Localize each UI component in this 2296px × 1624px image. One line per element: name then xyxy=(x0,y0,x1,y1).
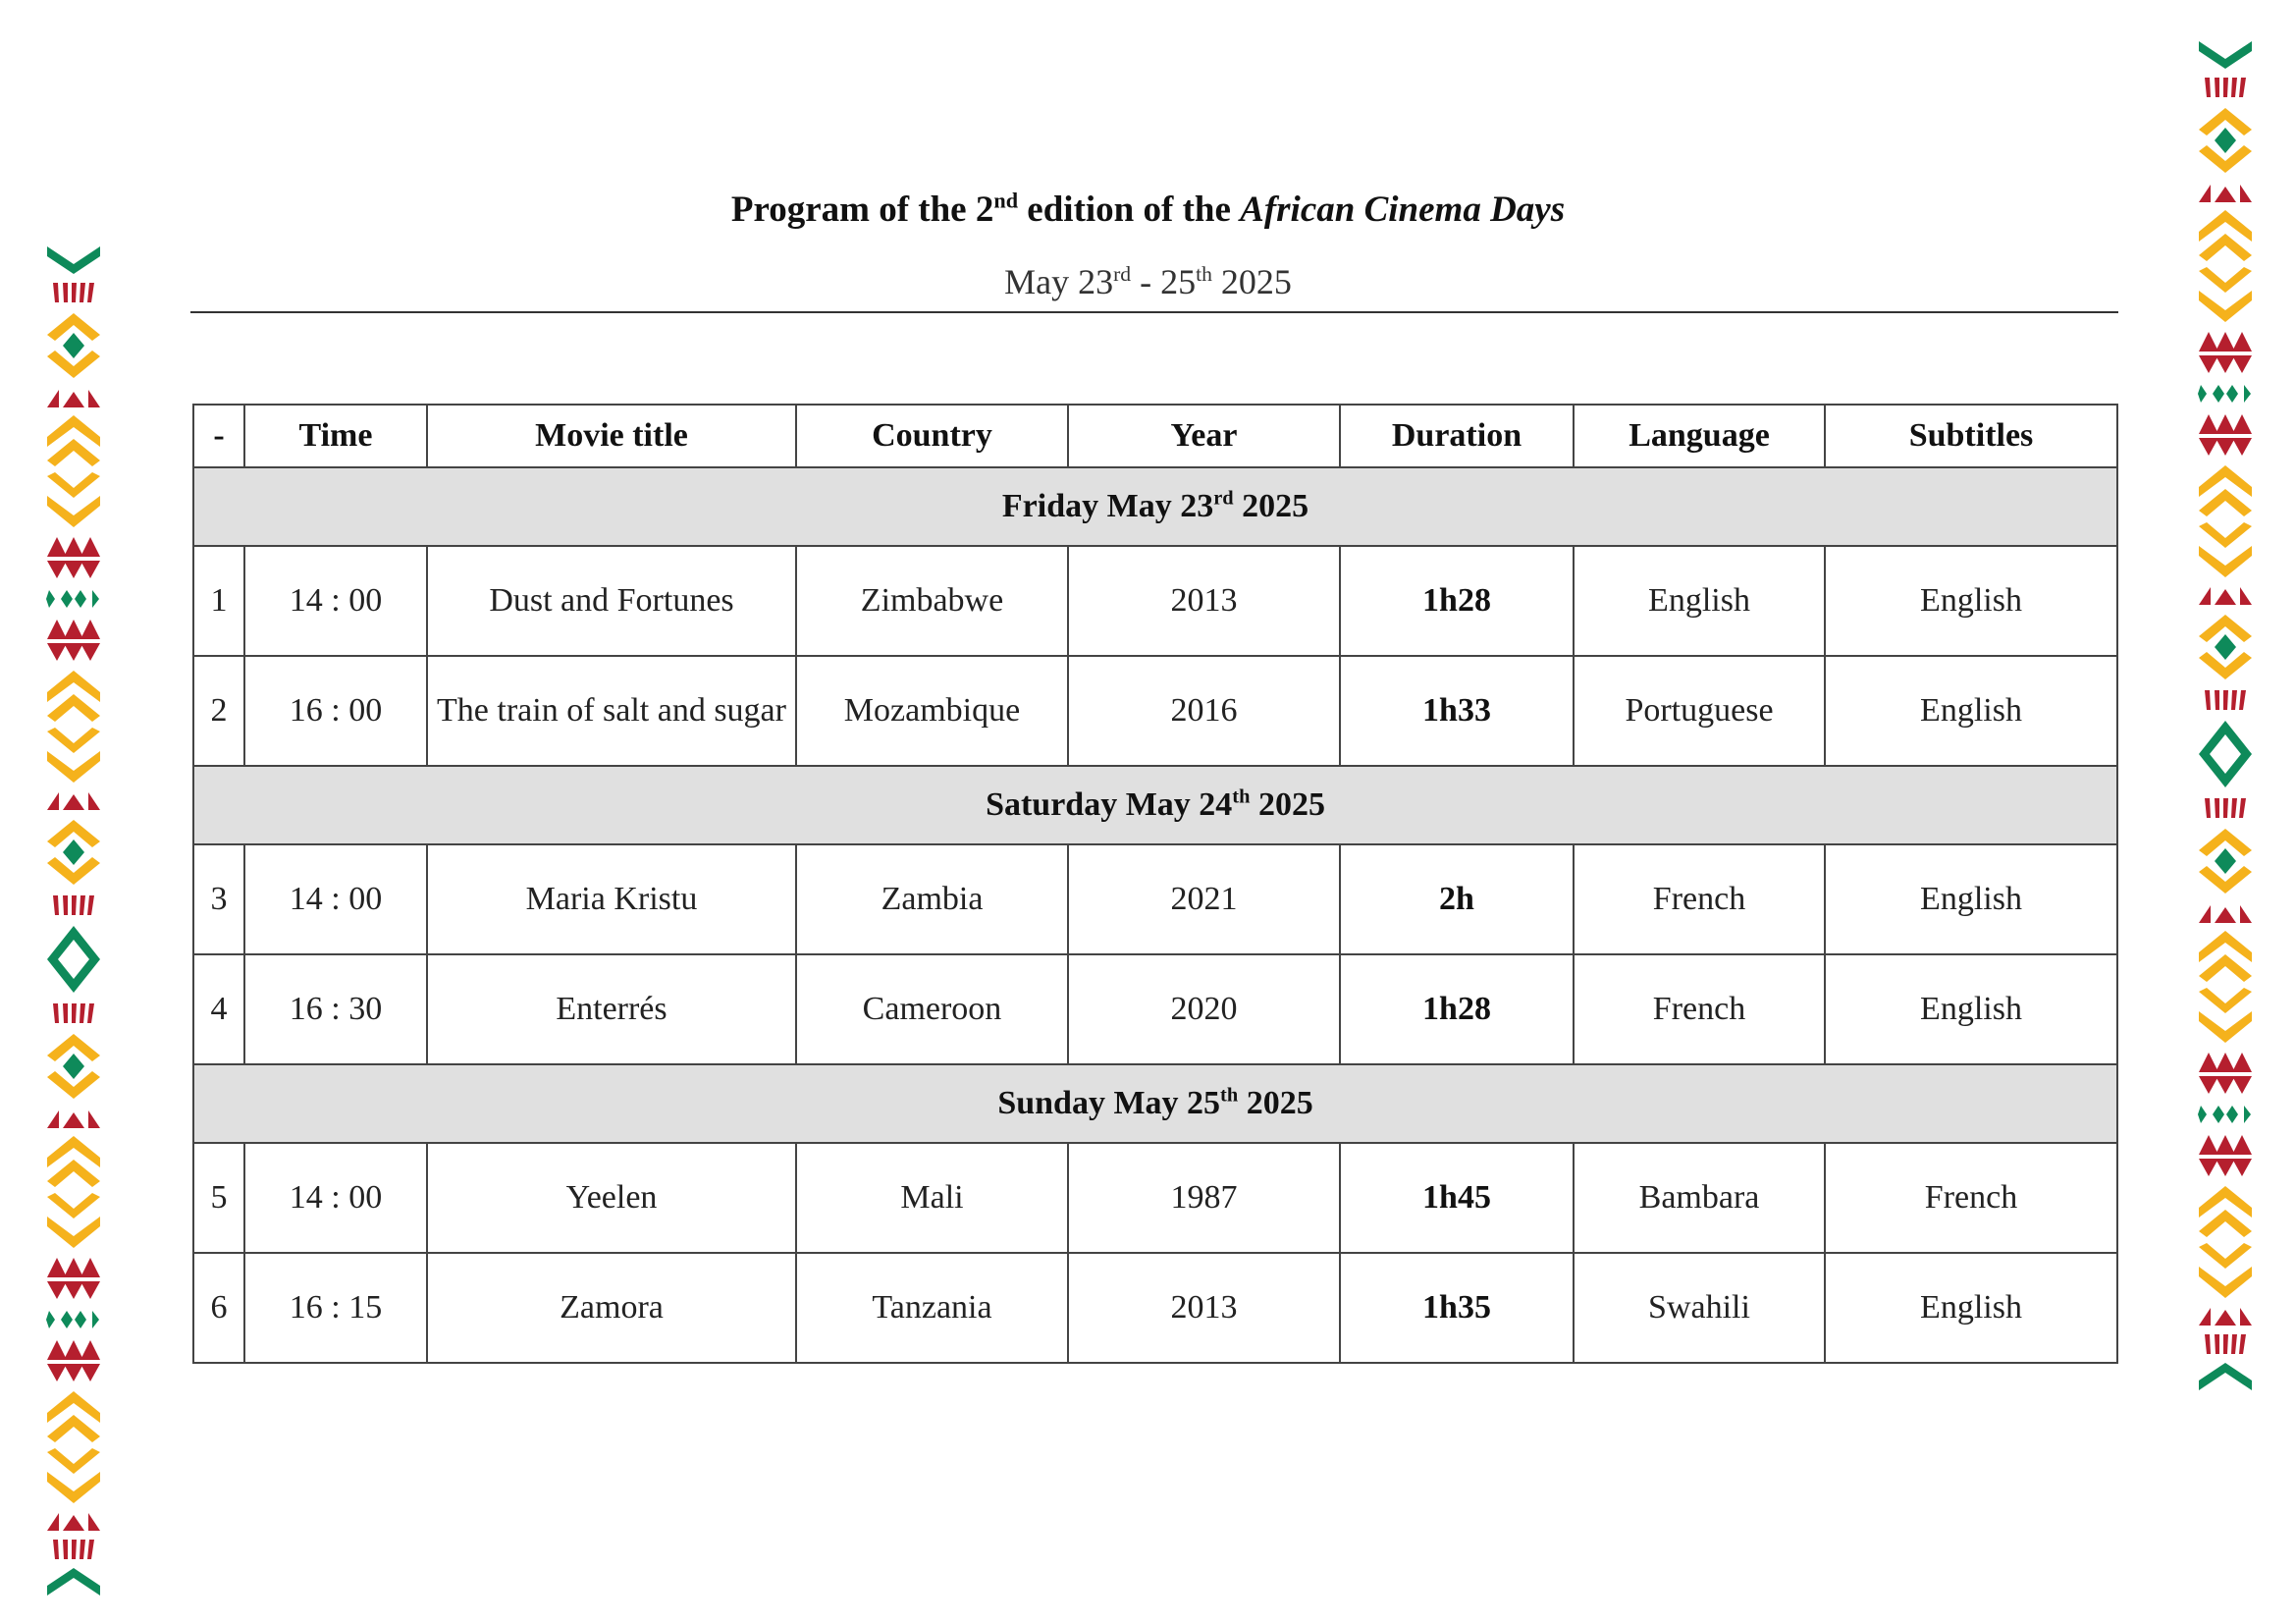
yellow-chevrons-ornament xyxy=(2195,929,2256,1045)
column-header-year: Year xyxy=(1068,405,1340,467)
language-cell: French xyxy=(1574,844,1825,954)
movie-title-cell: Dust and Fortunes xyxy=(427,546,796,656)
day-header-row xyxy=(193,467,2117,546)
red-triangles-ornament xyxy=(2195,1304,2256,1327)
row-number-cell: 1 xyxy=(193,546,244,656)
red-triangles-ornament xyxy=(43,1509,104,1533)
page-title: Program of the 2nd edition of the African Cinema Days xyxy=(730,188,1566,230)
day-header-row xyxy=(193,766,2117,844)
showtime-cell: 14 : 00 xyxy=(244,1143,427,1253)
year-cell: 2016 xyxy=(1068,656,1340,766)
yellow-diamond-green-center-ornament xyxy=(2195,104,2256,177)
country-cell: Mozambique xyxy=(796,656,1068,766)
movie-title-cell: Enterrés xyxy=(427,954,796,1064)
red-diamond-pair-ornament xyxy=(2195,410,2256,460)
duration-cell: 1h28 xyxy=(1340,954,1574,1064)
year-cell: 1987 xyxy=(1068,1143,1340,1253)
table-row xyxy=(193,844,2117,954)
yellow-chevrons-ornament xyxy=(43,413,104,529)
yellow-chevrons-ornament xyxy=(2195,1184,2256,1300)
yellow-diamond-green-center-ornament xyxy=(43,309,104,382)
red-triangles-ornament xyxy=(2195,583,2256,607)
showtime-cell: 16 : 15 xyxy=(244,1253,427,1363)
title-divider xyxy=(190,311,2118,313)
duration-cell: 1h45 xyxy=(1340,1143,1574,1253)
table-row xyxy=(193,954,2117,1064)
right-decorative-border xyxy=(2195,35,2256,1400)
red-diamond-pair-ornament xyxy=(43,616,104,665)
row-number-cell: 2 xyxy=(193,656,244,766)
green-diamond-row-ornament xyxy=(2195,381,2256,406)
subtitles-cell: English xyxy=(1825,1253,2117,1363)
day-header-row xyxy=(193,1064,2117,1143)
movie-title-cell: Yeelen xyxy=(427,1143,796,1253)
showtime-cell: 14 : 00 xyxy=(244,844,427,954)
country-cell: Tanzania xyxy=(796,1253,1068,1363)
yellow-chevrons-ornament xyxy=(2195,463,2256,579)
red-diamond-pair-ornament xyxy=(43,533,104,582)
red-bars-ornament xyxy=(2195,1331,2256,1357)
table-row xyxy=(193,546,2117,656)
year-cell: 2020 xyxy=(1068,954,1340,1064)
year-cell: 2021 xyxy=(1068,844,1340,954)
red-bars-ornament xyxy=(43,893,104,918)
column-header-movie-title: Movie title xyxy=(427,405,796,467)
yellow-diamond-green-center-ornament xyxy=(2195,611,2256,683)
showtime-cell: 16 : 00 xyxy=(244,656,427,766)
green-diamond-row-ornament xyxy=(2195,1102,2256,1127)
column-header-country: Country xyxy=(796,405,1068,467)
subtitles-cell: English xyxy=(1825,546,2117,656)
country-cell: Mali xyxy=(796,1143,1068,1253)
table-row xyxy=(193,656,2117,766)
table-row xyxy=(193,1253,2117,1363)
chevron-up-green-ornament xyxy=(2195,1361,2256,1396)
red-bars-ornament xyxy=(43,1537,104,1562)
day-heading: Friday May 23rd 2025 xyxy=(193,467,2117,546)
day-heading: Saturday May 24th 2025 xyxy=(193,766,2117,844)
green-ring-diamond-ornament xyxy=(43,922,104,997)
green-ring-diamond-ornament xyxy=(2195,717,2256,791)
country-cell: Cameroon xyxy=(796,954,1068,1064)
row-number-cell: 4 xyxy=(193,954,244,1064)
day-heading: Sunday May 25th 2025 xyxy=(193,1064,2117,1143)
movie-title-cell: The train of salt and sugar xyxy=(427,656,796,766)
column-header-duration: Duration xyxy=(1340,405,1574,467)
left-decorative-border xyxy=(43,241,104,1605)
festival-name: African Cinema Days xyxy=(1240,189,1566,230)
table-header-row xyxy=(193,405,2117,467)
green-diamond-row-ornament xyxy=(43,1307,104,1332)
movie-title-cell: Maria Kristu xyxy=(427,844,796,954)
red-triangles-ornament xyxy=(43,788,104,812)
row-number-cell: 5 xyxy=(193,1143,244,1253)
red-bars-ornament xyxy=(2195,687,2256,713)
movie-title-cell: Zamora xyxy=(427,1253,796,1363)
yellow-diamond-green-center-ornament xyxy=(43,1030,104,1103)
page-subtitle-dates: May 23rd - 25th 2025 xyxy=(1004,262,1292,301)
red-diamond-pair-ornament xyxy=(2195,1049,2256,1098)
language-cell: French xyxy=(1574,954,1825,1064)
table-row xyxy=(193,1143,2117,1253)
language-cell: English xyxy=(1574,546,1825,656)
year-cell: 2013 xyxy=(1068,546,1340,656)
row-number-cell: 6 xyxy=(193,1253,244,1363)
subtitles-cell: English xyxy=(1825,656,2117,766)
country-cell: Zambia xyxy=(796,844,1068,954)
yellow-chevrons-ornament xyxy=(43,1389,104,1505)
column-header-time: Time xyxy=(244,405,427,467)
red-triangles-ornament xyxy=(2195,901,2256,925)
yellow-diamond-green-center-ornament xyxy=(2195,825,2256,897)
red-bars-ornament xyxy=(2195,75,2256,100)
subtitles-cell: English xyxy=(1825,954,2117,1064)
yellow-diamond-green-center-ornament xyxy=(43,816,104,889)
program-table xyxy=(192,404,2118,1364)
chevron-down-green-ornament xyxy=(2195,35,2256,71)
language-cell: Swahili xyxy=(1574,1253,1825,1363)
red-triangles-ornament xyxy=(43,1107,104,1130)
duration-cell: 1h28 xyxy=(1340,546,1574,656)
duration-cell: 1h33 xyxy=(1340,656,1574,766)
language-cell: Portuguese xyxy=(1574,656,1825,766)
duration-cell: 1h35 xyxy=(1340,1253,1574,1363)
red-diamond-pair-ornament xyxy=(2195,328,2256,377)
column-header-subtitles: Subtitles xyxy=(1825,405,2117,467)
yellow-chevrons-ornament xyxy=(43,1134,104,1250)
year-cell: 2013 xyxy=(1068,1253,1340,1363)
duration-cell: 2h xyxy=(1340,844,1574,954)
column-header-language: Language xyxy=(1574,405,1825,467)
red-diamond-pair-ornament xyxy=(2195,1131,2256,1180)
red-triangles-ornament xyxy=(43,386,104,409)
showtime-cell: 16 : 30 xyxy=(244,954,427,1064)
green-diamond-row-ornament xyxy=(43,586,104,612)
red-bars-ornament xyxy=(2195,795,2256,821)
yellow-chevrons-ornament xyxy=(43,669,104,785)
subtitles-cell: English xyxy=(1825,844,2117,954)
column-header-number: - xyxy=(193,405,244,467)
language-cell: Bambara xyxy=(1574,1143,1825,1253)
showtime-cell: 14 : 00 xyxy=(244,546,427,656)
red-diamond-pair-ornament xyxy=(43,1336,104,1385)
subtitles-cell: French xyxy=(1825,1143,2117,1253)
red-diamond-pair-ornament xyxy=(43,1254,104,1303)
red-bars-ornament xyxy=(43,1001,104,1026)
country-cell: Zimbabwe xyxy=(796,546,1068,656)
chevron-up-green-ornament xyxy=(43,1566,104,1601)
row-number-cell: 3 xyxy=(193,844,244,954)
